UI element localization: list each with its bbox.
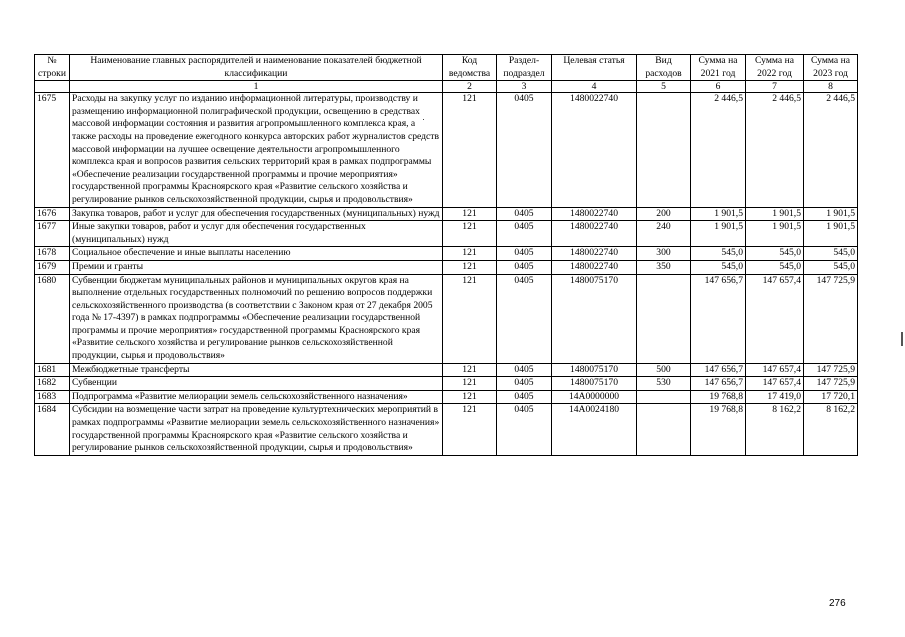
table-row [35,404,858,455]
header-target-article: Целевая статья [552,55,637,81]
row-department-code: 121 [443,221,497,247]
row-sum-2022: 2 446,5 [746,93,804,207]
page-number: 276 [829,598,846,609]
header-department-code: Код ведомства [443,55,497,81]
header-sum-2021: Сумма на 2021 год [691,55,746,81]
row-expense-type: 350 [637,260,691,274]
row-expense-type: 200 [637,207,691,221]
row-sum-2023: 545,0 [804,260,858,274]
row-sum-2023: 1 901,5 [804,221,858,247]
row-sum-2021: 147 656,7 [691,377,746,391]
row-target-article: 1480022740 [552,260,637,274]
row-department-code: 121 [443,390,497,404]
table-row [35,274,858,363]
row-sum-2021: 19 768,8 [691,404,746,455]
column-number [35,81,70,93]
column-number: 2 [443,81,497,93]
row-department-code: 121 [443,274,497,363]
row-name: Подпрограмма «Развитие мелиорации земель сельскохозяйственного назначения» [70,390,443,404]
table-row [35,377,858,391]
row-sum-2022: 1 901,5 [746,207,804,221]
row-number: 1677 [35,221,70,247]
budget-table [34,54,858,456]
row-department-code: 121 [443,363,497,377]
row-department-code: 121 [443,93,497,207]
table-row [35,247,858,261]
row-target-article: 1480022740 [552,247,637,261]
row-sum-2023: 17 720,1 [804,390,858,404]
row-section: 0405 [497,404,552,455]
row-sum-2021: 2 446,5 [691,93,746,207]
row-name: Межбюджетные трансферты [70,363,443,377]
row-sum-2021: 545,0 [691,247,746,261]
row-expense-type [637,390,691,404]
column-number: 8 [804,81,858,93]
row-expense-type: 300 [637,247,691,261]
row-expense-type [637,93,691,207]
row-number: 1680 [35,274,70,363]
column-number: 6 [691,81,746,93]
row-number: 1684 [35,404,70,455]
row-sum-2023: 147 725,9 [804,377,858,391]
row-name: Социальное обеспечение и иные выплаты населению [70,247,443,261]
row-department-code: 121 [443,247,497,261]
row-department-code: 121 [443,207,497,221]
row-expense-type: 240 [637,221,691,247]
row-department-code: 121 [443,404,497,455]
row-sum-2022: 147 657,4 [746,363,804,377]
table-row [35,221,858,247]
row-sum-2022: 17 419,0 [746,390,804,404]
row-section: 0405 [497,221,552,247]
column-number: 5 [637,81,691,93]
row-section: 0405 [497,390,552,404]
scan-speck [423,119,424,120]
header-row [35,55,858,81]
row-name: Иные закупки товаров, работ и услуг для обеспечения государственных (муниципальных) нужд [70,221,443,247]
row-sum-2022: 545,0 [746,260,804,274]
row-number: 1682 [35,377,70,391]
column-number-row [35,81,858,93]
row-target-article: 14А0024180 [552,404,637,455]
row-target-article: 1480075170 [552,363,637,377]
row-sum-2022: 1 901,5 [746,221,804,247]
column-number: 4 [552,81,637,93]
row-section: 0405 [497,93,552,207]
row-section: 0405 [497,377,552,391]
row-expense-type [637,404,691,455]
header-name: Наименование главных распорядителей и наименование показателей бюджетной классификации [70,55,443,81]
table-row [35,93,858,207]
row-sum-2022: 147 657,4 [746,377,804,391]
row-expense-type: 500 [637,363,691,377]
header-section: Раздел-подраздел [497,55,552,81]
row-sum-2023: 147 725,9 [804,363,858,377]
row-name: Субвенции [70,377,443,391]
row-number: 1683 [35,390,70,404]
row-target-article: 1480022740 [552,207,637,221]
table-body [35,93,858,456]
row-name: Закупка товаров, работ и услуг для обеспечения государственных (муниципальных) нужд [70,207,443,221]
row-name: Субсидии на возмещение части затрат на проведение культуртехнических мероприятий в рамках подпрограммы «Развитие мелиорации земель сельскохозяйственного назначения» государственной программы Красноярского края «Развитие сельского хозяйства и регулирование рынков сельскохозяйственной продукции, сырья и продовольствия» [70,404,443,455]
row-sum-2021: 545,0 [691,260,746,274]
table-row [35,260,858,274]
row-number: 1675 [35,93,70,207]
row-sum-2021: 147 656,7 [691,363,746,377]
row-number: 1678 [35,247,70,261]
row-sum-2021: 1 901,5 [691,207,746,221]
row-number: 1679 [35,260,70,274]
row-target-article: 1480075170 [552,377,637,391]
row-sum-2021: 19 768,8 [691,390,746,404]
row-sum-2023: 147 725,9 [804,274,858,363]
row-section: 0405 [497,260,552,274]
header-row-number: № строки [35,55,70,81]
header-sum-2022: Сумма на 2022 год [746,55,804,81]
row-sum-2023: 1 901,5 [804,207,858,221]
row-section: 0405 [497,363,552,377]
header-sum-2023: Сумма на 2023 год [804,55,858,81]
column-number: 1 [70,81,443,93]
column-number: 7 [746,81,804,93]
row-expense-type [637,274,691,363]
row-target-article: 1480075170 [552,274,637,363]
row-number: 1681 [35,363,70,377]
header-expense-type: Вид расходов [637,55,691,81]
row-target-article: 1480022740 [552,93,637,207]
table-row [35,207,858,221]
row-number: 1676 [35,207,70,221]
row-department-code: 121 [443,260,497,274]
row-name: Расходы на закупку услуг по изданию информационной литературы, производству и размещению информационной полиграфической продукции, освещению в средствах массовой информации состояния и развития агропромышленного комплекса края, а также расходы на проведение ежегодного конкурса авторских работ журналистов средств массовой информации на лучшее освещение деятельности агропромышленного комплекса края и вопросов развития сельских территорий края в рамках подпрограммы «Обеспечение реализации государственной программы и прочие мероприятия» государственной программы Красноярского края «Развитие сельского хозяйства и регулирование рынков сельскохозяйственной продукции, сырья и продовольствия» [70,93,443,207]
row-sum-2022: 147 657,4 [746,274,804,363]
column-number: 3 [497,81,552,93]
row-sum-2021: 147 656,7 [691,274,746,363]
row-target-article: 1480022740 [552,221,637,247]
row-section: 0405 [497,207,552,221]
scan-edge-mark [901,332,903,346]
table-row [35,390,858,404]
row-sum-2023: 2 446,5 [804,93,858,207]
row-target-article: 14А0000000 [552,390,637,404]
row-section: 0405 [497,247,552,261]
row-expense-type: 530 [637,377,691,391]
row-sum-2022: 545,0 [746,247,804,261]
row-sum-2023: 8 162,2 [804,404,858,455]
row-name: Субвенции бюджетам муниципальных районов и муниципальных округов края на выполнение отдельных государственных полномочий по решению вопросов поддержки сельскохозяйственного производства (в соответствии с Законом края от 27 декабря 2005 года № 17-4397) в рамках подпрограммы «Обеспечение реализации государственной программы и прочие мероприятия» государственной программы Красноярского края «Развитие сельского хозяйства и регулирование рынков сельскохозяйственной продукции, сырья и продовольствия» [70,274,443,363]
row-section: 0405 [497,274,552,363]
row-sum-2021: 1 901,5 [691,221,746,247]
row-department-code: 121 [443,377,497,391]
row-name: Премии и гранты [70,260,443,274]
row-sum-2023: 545,0 [804,247,858,261]
row-sum-2022: 8 162,2 [746,404,804,455]
table-row [35,363,858,377]
